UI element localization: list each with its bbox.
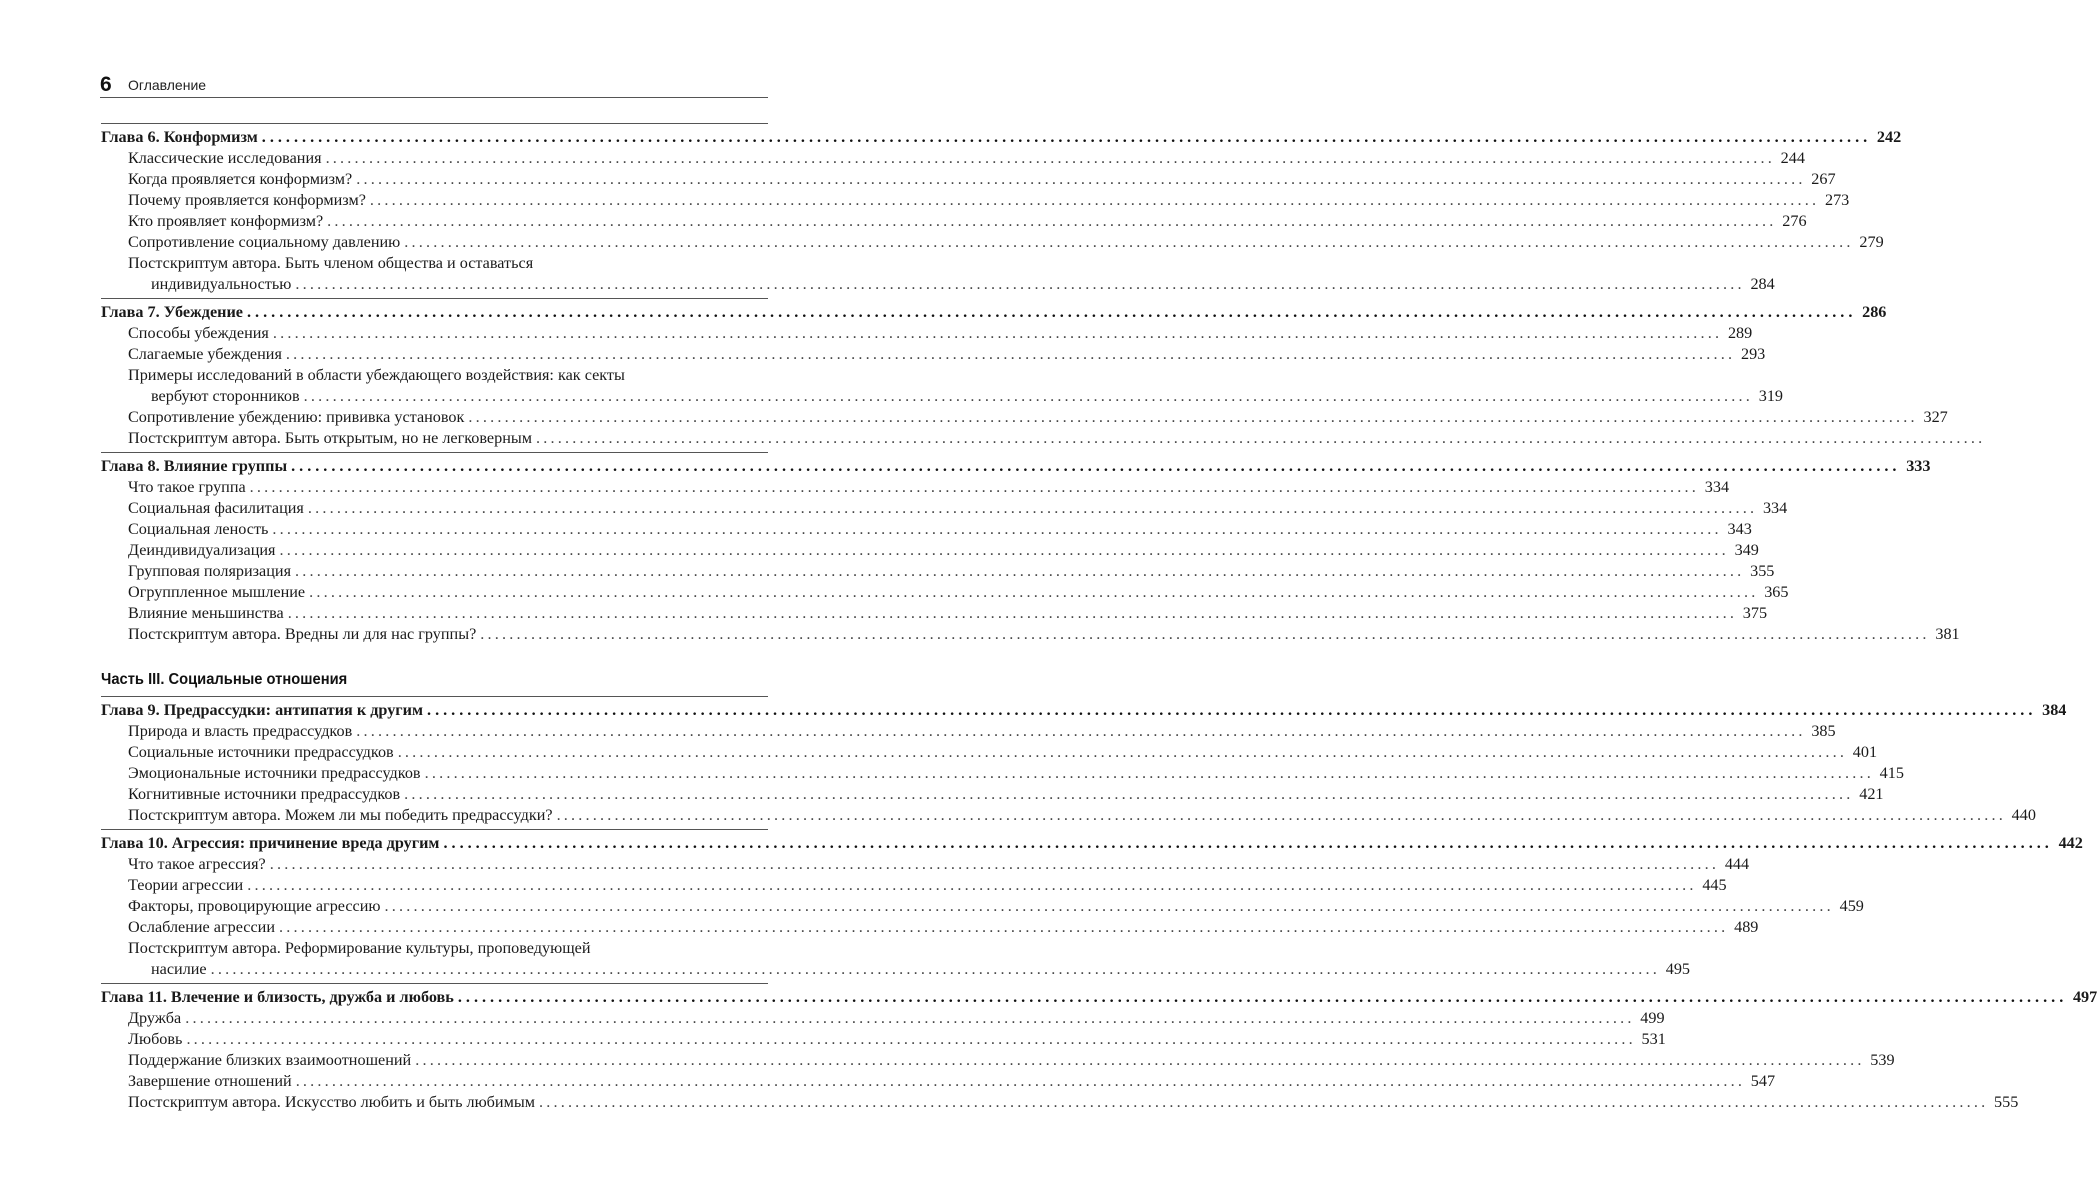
chapter-title: Глава 10. Агрессия: причинение вреда другим bbox=[101, 834, 440, 852]
entry-title: Постскриптум автора. Реформирование культуры, проповедующей bbox=[128, 939, 591, 957]
toc-entry[interactable] bbox=[101, 148, 1805, 169]
entry-title: Огруппленное мышление bbox=[128, 583, 306, 601]
dot-leader: ........................................................................................................................................................................................................ bbox=[185, 1009, 1635, 1027]
dot-leader: ........................................................................................................................................................................................................ bbox=[303, 387, 1754, 405]
entry-page: 489 bbox=[1734, 918, 1759, 936]
entry-page: 445 bbox=[1702, 876, 1727, 894]
chapter-8 bbox=[101, 452, 1960, 645]
dot-leader: ........................................................................................................................................................................................................ bbox=[384, 897, 1834, 915]
dot-leader: ........................................................................................................................................................................................................ bbox=[247, 876, 1697, 894]
entry-page: 343 bbox=[1727, 520, 1752, 538]
toc-entry[interactable] bbox=[101, 1071, 1776, 1092]
toc-entry[interactable] bbox=[101, 1008, 1665, 1029]
entry-title: Примеры исследований в области убеждающего воздействия: как секты bbox=[128, 366, 625, 384]
toc-entry[interactable] bbox=[101, 190, 1850, 211]
entry-page: 267 bbox=[1811, 170, 1836, 188]
toc-entry[interactable] bbox=[101, 721, 1836, 742]
entry-page: 539 bbox=[1870, 1051, 1895, 1069]
entry-title: Любовь bbox=[128, 1030, 183, 1048]
entry-title: Что такое группа bbox=[128, 478, 246, 496]
toc-entry[interactable] bbox=[101, 169, 1836, 190]
dot-leader: ........................................................................................................................................................................................................ bbox=[480, 625, 1930, 643]
entry-title: Сопротивление убеждению: прививка установок bbox=[128, 408, 465, 426]
dot-leader: ........................................................................................................................................................................................................ bbox=[325, 149, 1775, 167]
dot-leader: ........................................................................................................................................................................................................ bbox=[287, 604, 1738, 622]
toc-entry-line2[interactable] bbox=[101, 959, 1690, 980]
dot-leader: ........................................................................................................................................................................................................ bbox=[279, 541, 1729, 559]
dot-leader: ........................................................................................................................................................................................................ bbox=[415, 1051, 1865, 1069]
toc-entry[interactable] bbox=[101, 1092, 2019, 1113]
toc-entry[interactable] bbox=[101, 498, 1788, 519]
toc-entry[interactable] bbox=[101, 211, 1807, 232]
chapter-10 bbox=[101, 829, 2083, 980]
entry-page: 334 bbox=[1704, 478, 1730, 496]
chapter-6 bbox=[101, 123, 1902, 295]
toc-entry[interactable] bbox=[101, 784, 1884, 805]
dot-leader: ........................................................................................................................................................................................................ bbox=[404, 785, 1854, 803]
entry-title: Когнитивные источники предрассудков bbox=[128, 785, 401, 803]
dot-leader: ........................................................................................................................................................................................................ bbox=[309, 583, 1759, 601]
entry-title: Дружба bbox=[128, 1009, 182, 1027]
entry-page: 531 bbox=[1641, 1030, 1666, 1048]
dot-leader: ........................................................................................................................................................................................................ bbox=[356, 722, 1806, 740]
dot-leader: ........................................................................................................................................................................................................ bbox=[538, 1093, 1989, 1111]
toc-entry[interactable] bbox=[101, 323, 1753, 344]
toc-entry[interactable] bbox=[101, 763, 1904, 784]
toc-entry[interactable] bbox=[101, 407, 1948, 428]
chapter-page: 442 bbox=[2058, 834, 2083, 852]
toc-entry-line1[interactable] bbox=[101, 938, 768, 959]
dot-leader: ........................................................................................................................................................................................................ bbox=[556, 806, 2006, 824]
chapter-heading[interactable] bbox=[101, 455, 1931, 477]
entry-page: 319 bbox=[1758, 387, 1784, 405]
dot-leader: ........................................................................................................................................................................................................ bbox=[536, 429, 1986, 447]
toc-entry[interactable] bbox=[101, 344, 1766, 365]
entry-page: 244 bbox=[1780, 149, 1805, 167]
toc-entry-line2[interactable] bbox=[101, 386, 1784, 407]
dot-leader: ........................................................................................................................................................................................................ bbox=[261, 128, 1872, 146]
entry-page: 385 bbox=[1811, 722, 1836, 740]
entry-page: 499 bbox=[1640, 1009, 1665, 1027]
entry-page: 293 bbox=[1740, 345, 1766, 363]
entry-title: Социальная леность bbox=[128, 520, 269, 538]
entry-title: Сопротивление социальному давлению bbox=[128, 233, 401, 251]
dot-leader: ........................................................................................................................................................................................................ bbox=[327, 212, 1777, 230]
dot-leader: ........................................................................................................................................................................................................ bbox=[307, 499, 1758, 517]
dot-leader: ........................................................................................................................................................................................................ bbox=[457, 988, 2068, 1006]
chapter-title: Глава 8. Влияние группы bbox=[101, 457, 288, 475]
dot-leader: ........................................................................................................................................................................................................ bbox=[210, 960, 1660, 978]
toc-entry[interactable] bbox=[101, 540, 1759, 561]
chapter-page: 242 bbox=[1876, 128, 1902, 146]
dot-leader: ........................................................................................................................................................................................................ bbox=[272, 324, 1723, 342]
entry-page: 440 bbox=[2011, 806, 2036, 824]
dot-leader: ........................................................................................................................................................................................................ bbox=[186, 1030, 1636, 1048]
entry-title: Кто проявляет конформизм? bbox=[128, 212, 324, 230]
toc-entry[interactable] bbox=[101, 519, 1752, 540]
dot-leader: ........................................................................................................................................................................................................ bbox=[269, 855, 1720, 873]
entry-title: Что такое агрессия? bbox=[128, 855, 266, 873]
chapter-page: 384 bbox=[2042, 701, 2067, 719]
toc-entry[interactable] bbox=[101, 232, 1884, 253]
entry-title: Влияние меньшинства bbox=[128, 604, 284, 622]
entry-page: 401 bbox=[1852, 743, 1878, 761]
entry-title: Когда проявляется конформизм? bbox=[128, 170, 353, 188]
chapter-heading[interactable] bbox=[101, 986, 2097, 1008]
dot-leader: ........................................................................................................................................................................................................ bbox=[295, 1072, 1746, 1090]
chapter-title: Глава 9. Предрассудки: антипатия к другим bbox=[101, 701, 424, 719]
entry-page: 421 bbox=[1859, 785, 1884, 803]
part-title[interactable]: Часть III. Социальные отношения bbox=[101, 671, 348, 688]
toc-entry[interactable] bbox=[101, 624, 1960, 645]
dot-leader: ........................................................................................................................................................................................................ bbox=[272, 520, 1722, 538]
dot-leader: ........................................................................................................................................................................................................ bbox=[356, 170, 1806, 188]
toc-entry[interactable] bbox=[101, 805, 2036, 826]
entry-page: 444 bbox=[1724, 855, 1750, 873]
dot-leader: ........................................................................................................................................................................................................ bbox=[249, 478, 1700, 496]
toc-entry[interactable] bbox=[101, 875, 1727, 896]
entry-title: Природа и власть предрассудков bbox=[128, 722, 353, 740]
running-head: Оглавление bbox=[128, 77, 207, 93]
chapter-page: 333 bbox=[1906, 457, 1931, 475]
dot-leader: ........................................................................................................................................................................................................ bbox=[397, 743, 1848, 761]
toc-entry[interactable] bbox=[101, 477, 1730, 498]
entry-page: 365 bbox=[1764, 583, 1789, 601]
chapter-heading[interactable] bbox=[101, 832, 2083, 854]
toc-entry[interactable] bbox=[101, 854, 1750, 875]
entry-title: Социальная фасилитация bbox=[128, 499, 304, 517]
chapter-7 bbox=[101, 298, 1986, 449]
chapter-11 bbox=[101, 983, 2097, 1113]
entry-title: Деиндивидуализация bbox=[128, 541, 276, 559]
entry-title: Поддержание близких взаимоотношений bbox=[128, 1051, 412, 1069]
entry-title: Постскриптум автора. Быть открытым, но не легковерным bbox=[128, 429, 532, 447]
chapter-heading[interactable] bbox=[101, 699, 2067, 721]
entry-page: 284 bbox=[1750, 275, 1775, 293]
chapter-heading[interactable] bbox=[101, 301, 1887, 323]
entry-page: 555 bbox=[1994, 1093, 2019, 1111]
entry-title: Теории агрессии bbox=[128, 876, 244, 894]
toc-entry-line1[interactable] bbox=[101, 365, 768, 386]
entry-title: насилие bbox=[151, 960, 207, 978]
dot-leader: ........................................................................................................................................................................................................ bbox=[404, 233, 1854, 251]
entry-page: 381 bbox=[1935, 625, 1960, 643]
entry-page: 289 bbox=[1727, 324, 1753, 342]
entry-title: вербуют сторонников bbox=[151, 387, 300, 405]
entry-title: Групповая поляризация bbox=[128, 562, 292, 580]
dot-leader: ........................................................................................................................................................................................................ bbox=[424, 764, 1874, 782]
entry-page: 276 bbox=[1782, 212, 1807, 230]
entry-page: 327 bbox=[1923, 408, 1948, 426]
entry-title: Ослабление агрессии bbox=[128, 918, 275, 936]
entry-title: Постскриптум автора. Вредны ли для нас группы? bbox=[128, 625, 477, 643]
entry-page: 547 bbox=[1750, 1072, 1776, 1090]
toc-entry[interactable] bbox=[101, 428, 1986, 449]
dot-leader: ........................................................................................................................................................................................................ bbox=[295, 562, 1745, 580]
entry-page: 495 bbox=[1665, 960, 1690, 978]
entry-page: 355 bbox=[1750, 562, 1775, 580]
entry-title: Постскриптум автора. Искусство любить и быть любимым bbox=[128, 1093, 535, 1111]
entry-title: Постскриптум автора. Быть членом общества и оставаться bbox=[128, 254, 534, 272]
entry-page: 334 bbox=[1762, 499, 1788, 517]
dot-leader: ........................................................................................................................................................................................................ bbox=[279, 918, 1729, 936]
toc-entry[interactable] bbox=[101, 582, 1789, 603]
entry-page: 349 bbox=[1734, 541, 1759, 559]
entry-title: Социальные источники предрассудков bbox=[128, 743, 394, 761]
entry-title: Классические исследования bbox=[128, 149, 322, 167]
entry-page: 279 bbox=[1859, 233, 1884, 251]
dot-leader: ........................................................................................................................................................................................................ bbox=[291, 457, 1901, 475]
dot-leader: ........................................................................................................................................................................................................ bbox=[468, 408, 1918, 426]
toc-entry[interactable] bbox=[101, 561, 1775, 582]
toc-entry-line1[interactable] bbox=[101, 253, 768, 274]
entry-page: 273 bbox=[1824, 191, 1850, 209]
chapter-9 bbox=[101, 696, 2067, 826]
entry-page: 375 bbox=[1742, 604, 1768, 622]
chapter-page: 497 bbox=[2072, 988, 2097, 1006]
toc-entry[interactable] bbox=[101, 1050, 1895, 1071]
toc-entry[interactable] bbox=[101, 603, 1768, 624]
toc-entry-line2[interactable] bbox=[101, 274, 1775, 295]
chapter-title: Глава 6. Конформизм bbox=[101, 128, 258, 146]
entry-title: Факторы, провоцирующие агрессию bbox=[128, 897, 381, 915]
entry-page: 415 bbox=[1879, 764, 1904, 782]
dot-leader: ........................................................................................................................................................................................................ bbox=[247, 303, 1857, 321]
dot-leader: ........................................................................................................................................................................................................ bbox=[427, 701, 2037, 719]
toc-entry[interactable] bbox=[101, 917, 1759, 938]
entry-page: 459 bbox=[1839, 897, 1864, 915]
chapter-page: 286 bbox=[1862, 303, 1887, 321]
entry-title: Эмоциональные источники предрассудков bbox=[128, 764, 421, 782]
entry-title: Постскриптум автора. Можем ли мы победить предрассудки? bbox=[128, 806, 553, 824]
dot-leader: ........................................................................................................................................................................................................ bbox=[285, 345, 1736, 363]
chapter-title: Глава 7. Убеждение bbox=[101, 303, 243, 321]
entry-title: Почему проявляется конформизм? bbox=[128, 191, 366, 209]
toc-entry[interactable] bbox=[101, 742, 1878, 763]
chapter-title: Глава 11. Влечение и близость, дружба и любовь bbox=[101, 988, 454, 1006]
dot-leader: ........................................................................................................................................................................................................ bbox=[443, 834, 2053, 852]
page-number: 6 bbox=[100, 73, 112, 96]
chapter-heading[interactable] bbox=[101, 126, 1902, 148]
table-of-contents bbox=[101, 123, 2097, 1113]
dot-leader: ........................................................................................................................................................................................................ bbox=[369, 191, 1820, 209]
entry-title: Слагаемые убеждения bbox=[128, 345, 282, 363]
entry-title: Способы убеждения bbox=[128, 324, 269, 342]
dot-leader: ........................................................................................................................................................................................................ bbox=[295, 275, 1745, 293]
entry-title: Завершение отношений bbox=[128, 1072, 292, 1090]
toc-entry[interactable] bbox=[101, 1029, 1666, 1050]
toc-entry[interactable] bbox=[101, 896, 1864, 917]
entry-title: индивидуальностью bbox=[151, 275, 292, 293]
page-header bbox=[100, 75, 768, 98]
